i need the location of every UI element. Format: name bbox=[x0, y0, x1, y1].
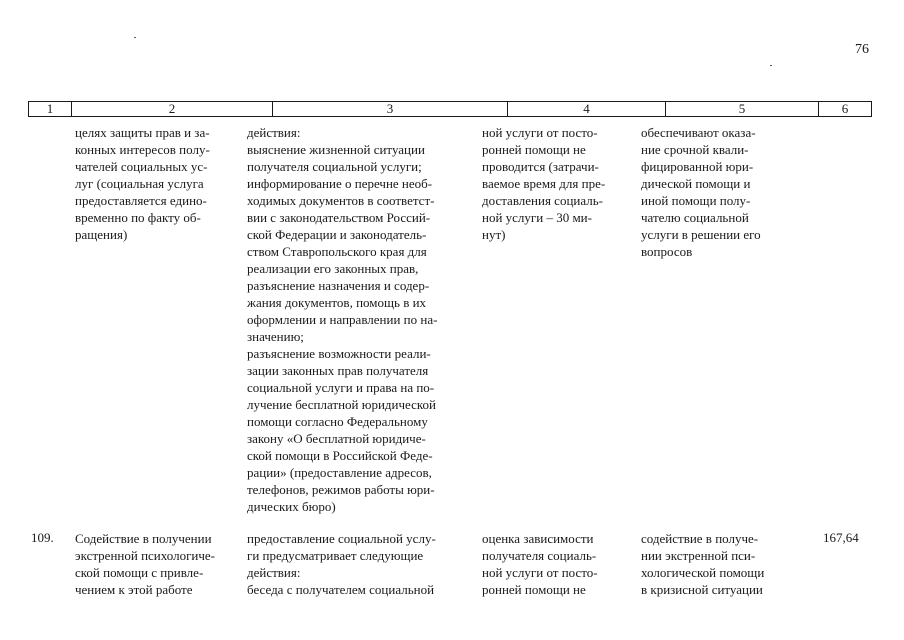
text-line: ходимых документов в соответст- bbox=[247, 193, 435, 208]
row-price: 167,64 bbox=[823, 530, 859, 545]
row-number: 109. bbox=[31, 530, 54, 545]
text-line: зации законных прав получателя bbox=[247, 363, 429, 378]
row-cont-col5 bbox=[641, 124, 785, 260]
text-line: предоставляется едино- bbox=[75, 193, 207, 208]
text-line: разъяснение возможности реали- bbox=[247, 346, 431, 361]
text-line: получателя социальной услуги; bbox=[247, 159, 422, 174]
text-line: вопросов bbox=[641, 244, 693, 259]
text-line: дической помощи и bbox=[641, 176, 751, 191]
text-line: временно по факту об- bbox=[75, 210, 201, 225]
row-cont-col2 bbox=[75, 124, 238, 243]
page-number: 76 bbox=[855, 42, 869, 57]
text-line: дических бюро) bbox=[247, 499, 336, 514]
text-line: иной помощи полу- bbox=[641, 193, 751, 208]
header-cell-2: 2 bbox=[71, 102, 272, 116]
text-line: ной услуги от посто- bbox=[482, 125, 598, 140]
text-line: выяснение жизненной ситуации bbox=[247, 142, 425, 157]
text-line: проводится (затрачи- bbox=[482, 159, 599, 174]
text-line: телефонов, режимов работы юри- bbox=[247, 482, 435, 497]
text-line: ской Федерации и законодатель- bbox=[247, 227, 427, 242]
text-line: доставления социаль- bbox=[482, 193, 603, 208]
text-line: оценка зависимости bbox=[482, 531, 594, 546]
text-line: луг (социальная услуга bbox=[75, 176, 204, 191]
text-line: вии с законодательством Россий- bbox=[247, 210, 431, 225]
text-line: ской помощи с привле- bbox=[75, 565, 204, 580]
text-line: Содействие в получении bbox=[75, 531, 212, 546]
text-line: нии экстренной пси- bbox=[641, 548, 756, 563]
text-line: ной услуги – 30 ми- bbox=[482, 210, 592, 225]
text-line: услуги в решении его bbox=[641, 227, 761, 242]
text-line: фицированной юри- bbox=[641, 159, 754, 174]
text-line: ством Ставропольского края для bbox=[247, 244, 427, 259]
text-line: ги предусматривает следующие bbox=[247, 548, 424, 563]
table-header-row bbox=[28, 101, 872, 117]
row-109-col2 bbox=[75, 530, 238, 598]
text-line: значению; bbox=[247, 329, 304, 344]
text-line: ронней помощи не bbox=[482, 142, 586, 157]
text-line: ние срочной квали- bbox=[641, 142, 749, 157]
text-line: закону «О бесплатной юридиче- bbox=[247, 431, 426, 446]
text-line: ронней помощи не bbox=[482, 582, 586, 597]
text-line: помощи согласно Федеральному bbox=[247, 414, 428, 429]
text-line: информирование о перечне необ- bbox=[247, 176, 433, 191]
header-cell-6: 6 bbox=[818, 102, 871, 116]
text-line: в кризисной ситуации bbox=[641, 582, 763, 597]
text-line: рации» (предоставление адресов, bbox=[247, 465, 432, 480]
text-line: предоставление социальной услу- bbox=[247, 531, 436, 546]
header-cell-3: 3 bbox=[272, 102, 507, 116]
scan-speck bbox=[770, 65, 772, 66]
text-line: реализации его законных прав, bbox=[247, 261, 419, 276]
text-line: ской помощи в Российской Феде- bbox=[247, 448, 433, 463]
row-cont-col4 bbox=[482, 124, 632, 243]
scan-speck bbox=[134, 37, 136, 38]
text-line: оформлении и направлении по на- bbox=[247, 312, 438, 327]
text-line: социальной услуги и права на по- bbox=[247, 380, 435, 395]
text-line: ваемое время для пре- bbox=[482, 176, 606, 191]
header-cell-5: 5 bbox=[665, 102, 818, 116]
text-line: экстренной психологиче- bbox=[75, 548, 216, 563]
row-cont-col3 bbox=[247, 124, 473, 515]
row-109-col4 bbox=[482, 530, 632, 598]
text-line: жания документов, помощь в их bbox=[247, 295, 427, 310]
text-line: содействие в получе- bbox=[641, 531, 759, 546]
text-line: действия: bbox=[247, 565, 301, 580]
text-line: нут) bbox=[482, 227, 506, 242]
text-line: беседа с получателем социальной bbox=[247, 582, 435, 597]
text-line: чателю социальной bbox=[641, 210, 749, 225]
text-line: ращения) bbox=[75, 227, 128, 242]
header-cell-1: 1 bbox=[46, 101, 54, 116]
text-line: целях защиты прав и за- bbox=[75, 125, 210, 140]
text-line: обеспечивают оказа- bbox=[641, 125, 756, 140]
text-line: чением к этой работе bbox=[75, 582, 193, 597]
row-109-col3 bbox=[247, 530, 473, 598]
text-line: хологической помощи bbox=[641, 565, 765, 580]
text-line: разъяснение назначения и содер- bbox=[247, 278, 430, 293]
text-line: конных интересов полу- bbox=[75, 142, 210, 157]
text-line: действия: bbox=[247, 125, 301, 140]
header-cell-4: 4 bbox=[507, 102, 665, 116]
text-line: ной услуги от посто- bbox=[482, 565, 598, 580]
row-109-col5 bbox=[641, 530, 785, 598]
text-line: получателя социаль- bbox=[482, 548, 597, 563]
text-line: чателей социальных ус- bbox=[75, 159, 208, 174]
text-line: лучение бесплатной юридической bbox=[247, 397, 437, 412]
